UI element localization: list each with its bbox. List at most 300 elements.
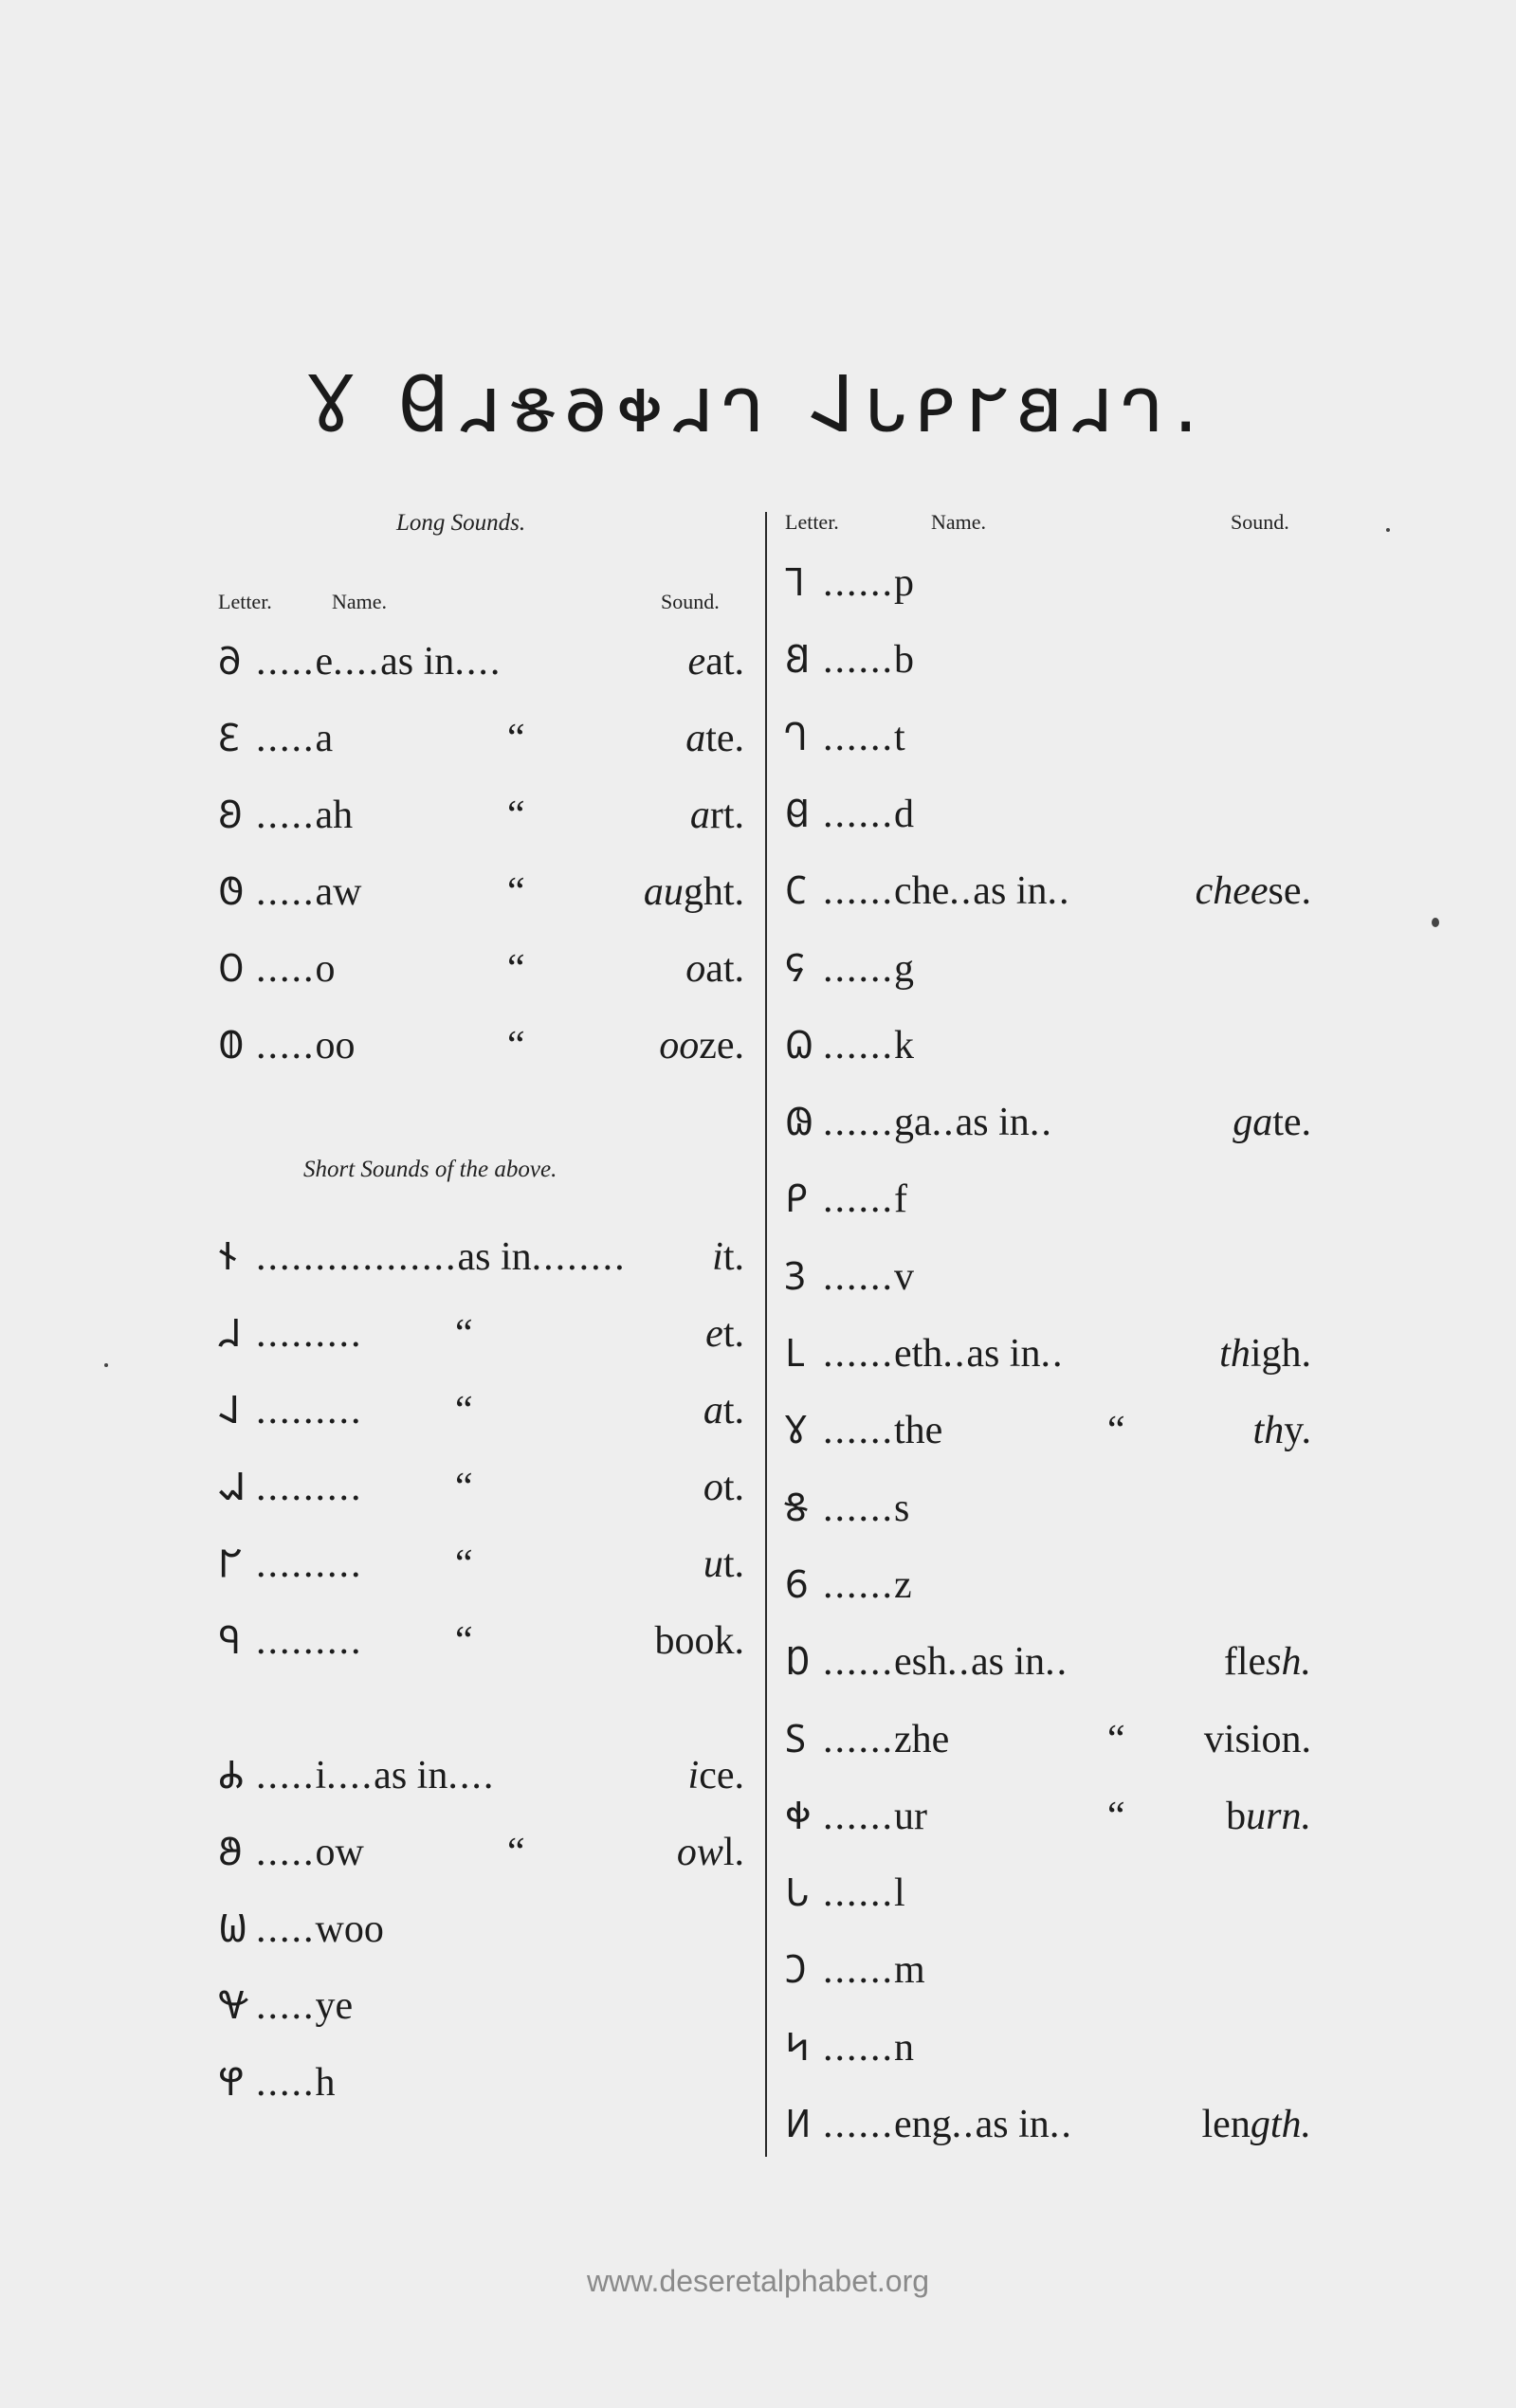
right-col-name-header: Name.: [931, 510, 987, 534]
sound-part-a: u: [703, 1542, 723, 1586]
leader-dots: ......: [823, 1177, 894, 1222]
leader-dots: ..: [1049, 2103, 1073, 2146]
leader-dots: ......: [823, 1562, 894, 1607]
deseret-letter: 𐐍: [218, 1831, 243, 1874]
sound-example: [705, 1307, 744, 1360]
letter-name: a: [315, 717, 334, 760]
deseret-letter: 𐐆: [218, 1235, 238, 1279]
sound-part-b: sh.: [1266, 1640, 1311, 1685]
row-name: [823, 1173, 907, 1226]
deseret-letter: 𐐓: [785, 715, 808, 759]
alphabet-row: [785, 1173, 1311, 1226]
deseret-letter: 𐐕: [785, 869, 807, 914]
ditto-mark: “: [1107, 1409, 1125, 1453]
sound-example: [690, 789, 744, 842]
alphabet-row: [785, 1559, 1311, 1612]
letter-name: ur: [894, 1794, 927, 1838]
sound-example: [712, 1231, 744, 1284]
alphabet-row: [785, 1019, 1311, 1072]
deseret-letter: 𐐎: [218, 1907, 248, 1951]
row-name: [256, 1826, 364, 1879]
letter-name: eth: [894, 1332, 943, 1376]
sound-part-b: rt.: [709, 794, 744, 837]
ditto-mark: “: [507, 947, 525, 991]
deseret-letter: 𐐗: [785, 1023, 813, 1067]
deseret-letter: 𐐅: [218, 1024, 245, 1067]
alphabet-row: [785, 1404, 1311, 1457]
sound-example: [659, 1019, 744, 1072]
deseret-letter: 𐐚: [785, 1254, 806, 1299]
column-divider: [765, 512, 767, 2157]
alphabet-row: [218, 942, 744, 995]
row-name: [823, 788, 914, 841]
row-name: [823, 1559, 912, 1612]
deseret-letter: 𐐋: [218, 1619, 242, 1663]
as-in-text: as in: [955, 1101, 1030, 1145]
sound-example: [1219, 1327, 1311, 1380]
sound-part-b: te.: [705, 717, 744, 760]
leader-dots: .........: [256, 1619, 363, 1663]
sound-part-a: a: [685, 717, 706, 760]
row-name: [256, 635, 502, 688]
leader-dots: .....: [256, 870, 316, 914]
sound-example: [677, 1826, 744, 1879]
leader-dots: .....: [256, 1754, 316, 1797]
sound-part-b: t.: [722, 1235, 744, 1279]
row-name: [823, 942, 914, 995]
leader-dots: .........: [256, 1542, 363, 1586]
row-name: [256, 1307, 363, 1360]
letter-name: zhe: [894, 1717, 950, 1761]
letter-name: o: [315, 947, 336, 991]
as-in-text: as in: [457, 1235, 532, 1279]
deseret-letter: 𐐠: [785, 1717, 806, 1761]
sound-part-b: te.: [1272, 1101, 1311, 1145]
alphabet-row: [218, 789, 744, 842]
leader-dots: ......: [823, 1409, 894, 1453]
alphabet-row: [785, 1943, 1311, 1997]
sound-part-a: i: [687, 1754, 700, 1797]
row-name: [256, 1979, 353, 2033]
letter-name: ga: [894, 1101, 932, 1145]
letter-name: p: [894, 561, 914, 605]
ditto-mark: “: [507, 717, 525, 760]
leader-dots: ..: [942, 1332, 967, 1376]
sound-part-a: a: [703, 1389, 723, 1432]
ditto-mark: “: [507, 1831, 525, 1874]
sound-part-b: at.: [705, 947, 744, 991]
alphabet-row: [218, 1307, 744, 1360]
right-col-letter-header: Letter.: [785, 510, 839, 534]
leader-dots: ......: [823, 2103, 894, 2146]
ditto-mark: “: [455, 1389, 473, 1432]
letter-name: t: [894, 715, 905, 759]
row-name: [823, 1713, 949, 1766]
sound-part-b: ze.: [699, 1024, 744, 1067]
row-name: [256, 789, 353, 842]
sound-part-b: t.: [722, 1312, 744, 1356]
leader-dots: ......: [823, 1101, 894, 1145]
row-name: [256, 712, 333, 765]
deseret-letter: 𐐂: [218, 794, 243, 837]
as-in-text: as in: [374, 1754, 448, 1797]
leader-dots: ..: [1029, 1101, 1053, 1145]
alphabet-row: [218, 1384, 744, 1437]
alphabet-row: [785, 1713, 1311, 1766]
ditto-mark: “: [455, 1466, 473, 1509]
deseret-letter: 𐐀: [218, 640, 242, 684]
row-name: [823, 1635, 1069, 1688]
as-in-text: as in: [971, 1640, 1046, 1685]
leader-dots: .....: [256, 1831, 316, 1874]
letter-name: f: [894, 1177, 907, 1222]
letter-name: s: [894, 1486, 910, 1530]
deseret-letter: 𐐑: [785, 561, 805, 605]
sound-part-a: ow: [676, 1831, 723, 1874]
ditto-mark: “: [455, 1312, 473, 1356]
leader-dots: .....: [256, 947, 316, 991]
deseret-letter: 𐐉: [218, 1466, 247, 1509]
leader-dots: ......: [823, 1871, 894, 1916]
leader-dots: ......: [823, 946, 894, 991]
leader-dots: .....: [256, 2061, 316, 2105]
leader-dots: .....: [256, 640, 316, 684]
deseret-letter: 𐐐: [218, 2061, 245, 2105]
letter-name: h: [315, 2061, 336, 2105]
deseret-letter: 𐐢: [785, 1871, 808, 1916]
deseret-letter: 𐐘: [785, 1101, 813, 1145]
ditto-mark: “: [507, 1024, 525, 1067]
deseret-letter: 𐐛: [785, 1332, 805, 1376]
paper-speck: [1386, 528, 1390, 532]
right-col-sound-header: Sound.: [1231, 510, 1289, 534]
deseret-letter: 𐐞: [785, 1562, 808, 1607]
row-name: [256, 1461, 363, 1514]
letter-name: ye: [315, 1984, 354, 2028]
letter-name: m: [894, 1948, 925, 1993]
leader-dots: .....: [256, 1024, 316, 1067]
deseret-letter: 𐐤: [785, 2025, 811, 2070]
sound-part-a: th: [1219, 1332, 1251, 1376]
sound-example: [688, 635, 744, 688]
alphabet-row: [218, 1461, 744, 1514]
page-title: 𐐜 𐐔𐐯𐑅𐐨𐑉𐐯𐐻 𐐈𐑊𐑁𐐲𐐺𐐯𐐻.: [307, 357, 1209, 450]
sound-part-a: th: [1252, 1409, 1285, 1453]
alphabet-row: [785, 942, 1311, 995]
sound-example: [1233, 1096, 1311, 1149]
sound-part-a: chee: [1195, 869, 1269, 914]
sound-example: [655, 1614, 745, 1668]
alphabet-row: [785, 865, 1311, 918]
row-name: [823, 711, 905, 764]
sound-part-a: o: [685, 947, 706, 991]
letter-name: ow: [315, 1831, 364, 1874]
deseret-letter: 𐐁: [218, 717, 240, 760]
row-name: [823, 1943, 925, 1997]
sound-example: [644, 866, 744, 919]
row-name: [823, 633, 914, 686]
letter-name: oo: [315, 1024, 356, 1067]
deseret-letter: 𐐈: [218, 1389, 240, 1432]
alphabet-row: [218, 1749, 744, 1802]
deseret-letter: 𐐥: [785, 2103, 812, 2146]
alphabet-row: [218, 2056, 744, 2109]
row-name: [823, 1250, 914, 1304]
leader-dots: .........: [256, 1389, 363, 1432]
row-name: [256, 866, 361, 919]
ditto-mark: “: [1107, 1794, 1125, 1838]
leader-dots: ..: [951, 2103, 976, 2146]
alphabet-row: [785, 1790, 1311, 1843]
letter-name: g: [894, 946, 914, 991]
sound-part-b: book.: [654, 1619, 744, 1663]
letter-name: e: [315, 640, 334, 684]
deseret-letter: 𐐟: [785, 1640, 811, 1685]
sound-part-a: ga: [1233, 1101, 1273, 1145]
deseret-letter: 𐐇: [218, 1312, 242, 1356]
leader-dots: ........: [362, 1235, 458, 1279]
row-name: [823, 1482, 909, 1535]
leader-dots: .....: [256, 717, 316, 760]
as-in-text: as in: [966, 1332, 1041, 1376]
deseret-letter: 𐐖: [785, 946, 805, 991]
leader-dots: ......: [823, 561, 894, 605]
deseret-letter: 𐐌: [218, 1754, 245, 1797]
ditto-mark: “: [507, 870, 525, 914]
leader-dots: ......: [823, 1332, 894, 1376]
sound-example: [1226, 1790, 1311, 1843]
sound-example: [1196, 865, 1311, 918]
sound-part-a: e: [705, 1312, 723, 1356]
leader-dots: ..: [1040, 1332, 1065, 1376]
deseret-letter: 𐐒: [785, 638, 811, 683]
sound-part-a: i: [712, 1235, 723, 1279]
leader-dots: .........: [256, 1235, 363, 1279]
leader-dots: ........: [531, 1235, 627, 1279]
sound-part-b: y.: [1284, 1409, 1311, 1453]
row-name: [823, 1404, 942, 1457]
sound-part-b: vision.: [1203, 1717, 1311, 1761]
leader-dots: ......: [823, 1717, 894, 1761]
row-name: [823, 1867, 905, 1920]
alphabet-row: [218, 1019, 744, 1072]
leader-dots: ....: [333, 640, 381, 684]
footer-url: www.deseretalphabet.org: [586, 2264, 930, 2298]
alphabet-row: [218, 1231, 744, 1284]
leader-dots: ..: [947, 1640, 971, 1685]
deseret-letter: 𐐏: [218, 1984, 249, 2028]
alphabet-row: [218, 1979, 744, 2033]
deseret-letter: 𐐃: [218, 870, 245, 914]
row-name: [823, 2021, 914, 2074]
sound-part-b: se.: [1268, 869, 1311, 914]
deseret-letter: 𐐝: [785, 1486, 807, 1530]
sound-part-a: b: [1226, 1794, 1247, 1838]
sound-part-b: l.: [722, 1831, 744, 1874]
row-name: [823, 2098, 1073, 2151]
row-name: [256, 1749, 495, 1802]
sound-part-b: gth.: [1250, 2103, 1311, 2146]
alphabet-row: [785, 1096, 1311, 1149]
row-name: [256, 1538, 363, 1591]
short-sounds-heading: Short Sounds of the above.: [303, 1157, 557, 1182]
left-col-name-header: Name.: [332, 590, 388, 613]
leader-dots: ....: [326, 1754, 374, 1797]
leader-dots: ......: [823, 1794, 894, 1838]
row-name: [823, 1096, 1053, 1149]
sound-example: [1204, 1713, 1311, 1766]
alphabet-row: [218, 712, 744, 765]
sound-example: [685, 942, 744, 995]
leader-dots: ......: [823, 638, 894, 683]
paper-speck: [1432, 918, 1439, 927]
alphabet-row: [785, 788, 1311, 841]
deseret-letter: 𐐙: [785, 1177, 809, 1222]
letter-name: b: [894, 638, 914, 683]
row-name: [256, 1384, 363, 1437]
sound-part-a: e: [687, 640, 706, 684]
letter-name: v: [894, 1254, 914, 1299]
leader-dots: ......: [823, 792, 894, 836]
alphabet-row: [785, 2098, 1311, 2151]
letter-name: the: [894, 1409, 943, 1453]
deseret-letter: 𐐄: [218, 947, 245, 991]
as-in-text: as in: [380, 640, 455, 684]
leader-dots: ......: [823, 715, 894, 759]
sound-example: [688, 1749, 744, 1802]
sound-part-b: urn.: [1246, 1794, 1311, 1838]
leader-dots: ..: [949, 869, 974, 914]
letter-name: l: [894, 1871, 905, 1916]
sound-part-a: a: [689, 794, 710, 837]
row-name: [256, 2056, 336, 2109]
sound-example: [685, 712, 744, 765]
leader-dots: .........: [256, 1312, 363, 1356]
sound-example: [703, 1461, 744, 1514]
sound-part-a: oo: [659, 1024, 700, 1067]
row-name: [256, 1903, 384, 1956]
alphabet-row: [785, 2021, 1311, 2074]
leader-dots: .....: [256, 1984, 316, 2028]
alphabet-row: [218, 1826, 744, 1879]
row-name: [256, 942, 336, 995]
alphabet-row: [218, 1538, 744, 1591]
deseret-letter: 𐐣: [785, 1948, 807, 1993]
leader-dots: ....: [454, 640, 502, 684]
alphabet-row: [785, 1867, 1311, 1920]
leader-dots: ......: [823, 1640, 894, 1685]
letter-name: esh: [894, 1640, 947, 1685]
alphabet-row: [785, 1635, 1311, 1688]
leader-dots: .........: [256, 1466, 363, 1509]
left-col-sound-header: Sound.: [661, 590, 720, 613]
alphabet-row: [218, 1903, 744, 1956]
sound-example: [1202, 2098, 1311, 2151]
sound-part-b: at.: [705, 640, 744, 684]
letter-name: d: [894, 792, 914, 836]
letter-name: i: [315, 1754, 327, 1797]
sound-part-b: t.: [722, 1389, 744, 1432]
letter-name: aw: [315, 870, 362, 914]
leader-dots: .....: [256, 794, 316, 837]
letter-name: che: [894, 869, 950, 914]
alphabet-row: [785, 633, 1311, 686]
alphabet-row: [785, 711, 1311, 764]
leader-dots: ......: [823, 869, 894, 914]
letter-name: k: [894, 1023, 914, 1067]
sound-example: [1224, 1635, 1311, 1688]
sound-part-b: t.: [722, 1466, 744, 1509]
alphabet-row: [218, 866, 744, 919]
long-sounds-heading: Long Sounds.: [396, 510, 526, 536]
leader-dots: ......: [823, 1254, 894, 1299]
row-name: [823, 556, 914, 610]
deseret-letter: 𐐡: [785, 1794, 812, 1838]
sound-part-b: ght.: [683, 870, 744, 914]
left-col-letter-header: Letter.: [218, 590, 272, 613]
leader-dots: ......: [823, 2025, 894, 2070]
alphabet-row: [785, 1250, 1311, 1304]
sound-example: [1253, 1404, 1311, 1457]
sound-part-a: o: [703, 1466, 723, 1509]
deseret-letter: 𐐔: [785, 792, 811, 836]
sound-part-a: au: [643, 870, 684, 914]
row-name: [823, 1019, 914, 1072]
sound-part-b: t.: [722, 1542, 744, 1586]
leader-dots: ....: [447, 1754, 496, 1797]
leader-dots: ......: [823, 1486, 894, 1530]
letter-name: eng: [894, 2103, 952, 2146]
row-name: [256, 1231, 627, 1284]
ditto-mark: “: [455, 1542, 473, 1586]
letter-name: woo: [315, 1907, 384, 1951]
alphabet-row: [218, 1614, 744, 1668]
row-name: [256, 1614, 363, 1668]
alphabet-row: [218, 635, 744, 688]
sound-part-a: len: [1201, 2103, 1251, 2146]
ditto-mark: “: [455, 1619, 473, 1663]
sound-example: [703, 1538, 744, 1591]
leader-dots: ..: [1045, 1640, 1069, 1685]
ditto-mark: “: [1107, 1717, 1125, 1761]
ditto-mark: “: [507, 794, 525, 837]
deseret-letter: 𐐊: [218, 1542, 242, 1586]
row-name: [823, 1790, 927, 1843]
as-in-text: as in: [975, 2103, 1050, 2146]
alphabet-row: [785, 1327, 1311, 1380]
alphabet-row: [785, 556, 1311, 610]
leader-dots: ......: [823, 1948, 894, 1993]
paper-speck: [104, 1363, 108, 1367]
row-name: [256, 1019, 356, 1072]
sound-part-a: fle: [1223, 1640, 1267, 1685]
row-name: [823, 1327, 1064, 1380]
row-name: [823, 865, 1070, 918]
sound-part-b: igh.: [1250, 1332, 1311, 1376]
leader-dots: ..: [931, 1101, 956, 1145]
leader-dots: ..: [1047, 869, 1071, 914]
sound-part-b: ce.: [699, 1754, 744, 1797]
letter-name: n: [894, 2025, 914, 2070]
leader-dots: ......: [823, 1023, 894, 1067]
deseret-letter: 𐐜: [785, 1409, 807, 1453]
as-in-text: as in: [973, 869, 1048, 914]
leader-dots: .....: [256, 1907, 316, 1951]
alphabet-row: [785, 1482, 1311, 1535]
letter-name: ah: [315, 794, 354, 837]
sound-example: [703, 1384, 744, 1437]
letter-name: z: [894, 1562, 912, 1607]
